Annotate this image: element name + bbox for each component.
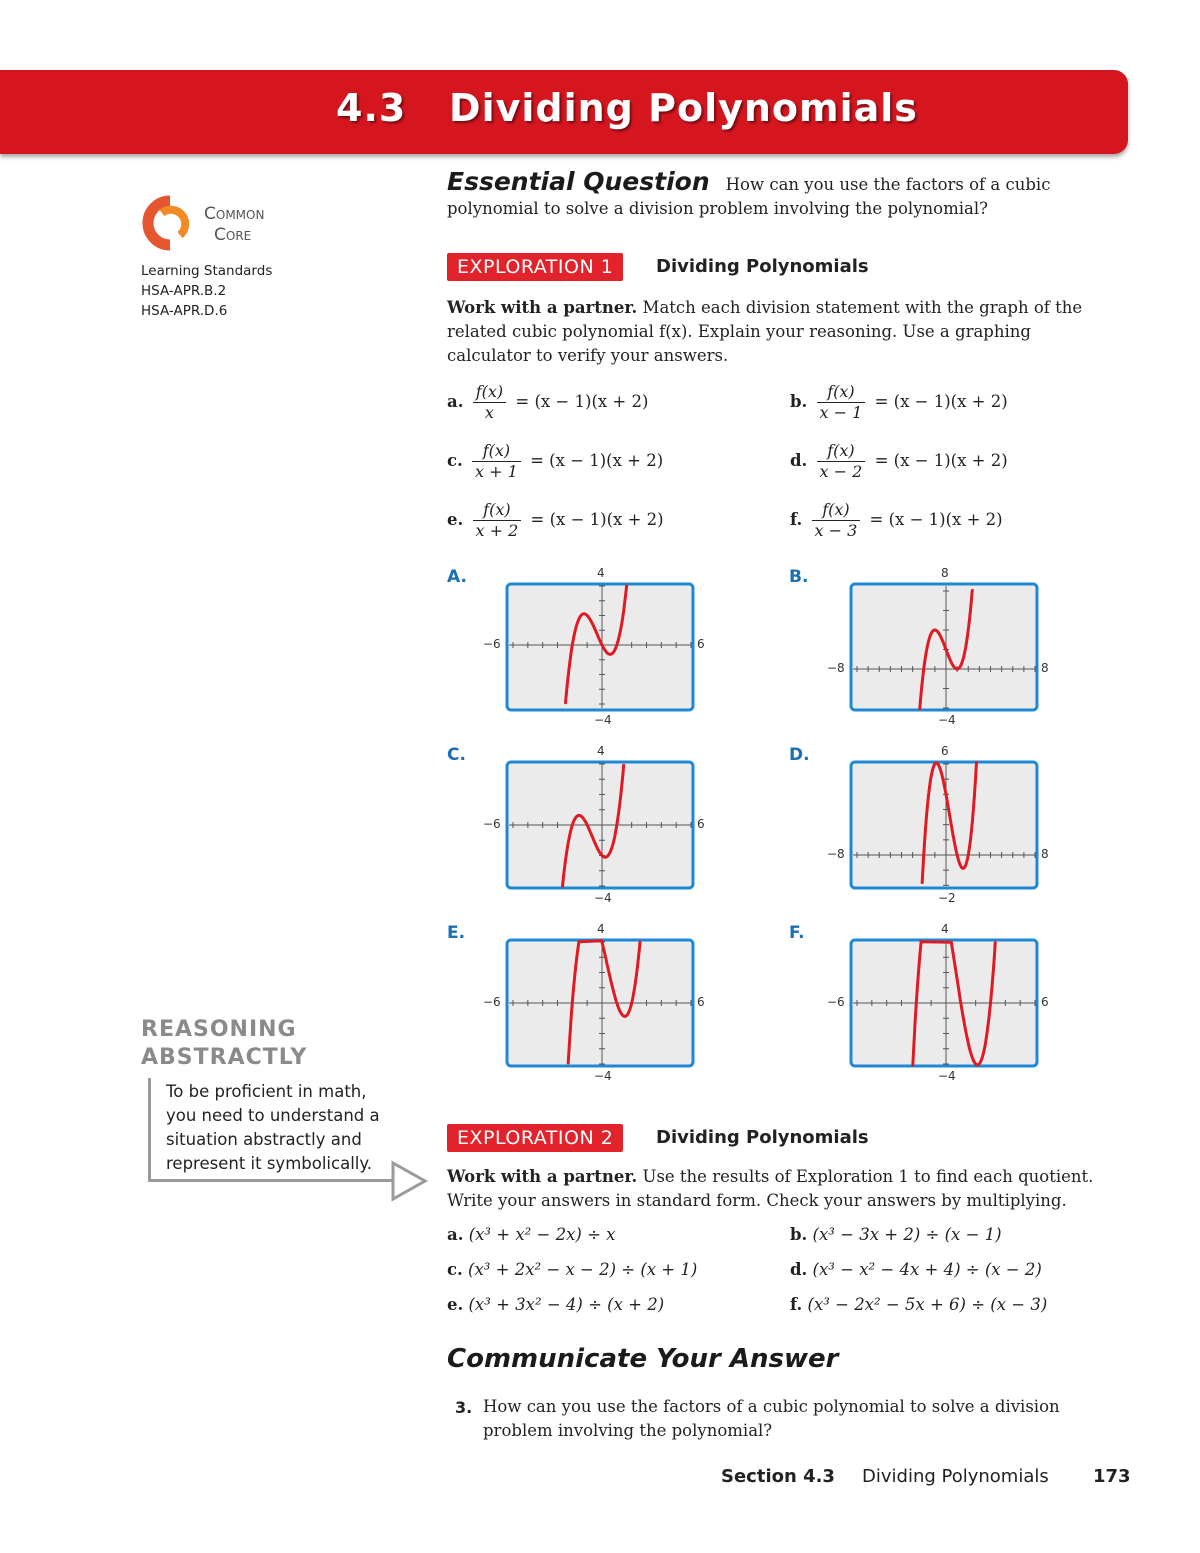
essential-question-text: How can you use the factors of a cubic polynomial to solve a division problem involving the polynomial? [447, 175, 1051, 218]
reasoning-text: To be proficient in math, you need to understand a situation abstractly and represent it symbolically. [166, 1082, 380, 1173]
reasoning-title-line: ABSTRACTLY [141, 1045, 308, 1070]
reasoning-border-left [148, 1078, 151, 1182]
numerator: f(x) [817, 441, 866, 462]
rhs: = (x − 1)(x + 2) [869, 510, 1003, 529]
standards-heading: Learning Standards [141, 263, 273, 279]
x-min-label: −8 [827, 661, 845, 675]
item-label: f. [790, 510, 803, 529]
reasoning-border-bottom [148, 1179, 394, 1182]
numerator: f(x) [473, 500, 522, 521]
page-number: 173 [1093, 1466, 1131, 1487]
graph-label: E. [447, 923, 466, 943]
x-max-label: 8 [1041, 661, 1049, 675]
exploration-2-title: Dividing Polynomials [656, 1127, 869, 1148]
equation-b [790, 382, 1008, 423]
equation-d [790, 441, 1008, 482]
exploration-1-instructions [447, 296, 1112, 368]
communicate-question: How can you use the factors of a cubic polynomial to solve a division problem involving the polynomial? [483, 1397, 1060, 1440]
reasoning-title [141, 1016, 307, 1072]
exploration-1-title: Dividing Polynomials [656, 256, 869, 277]
item-label: b. [790, 392, 808, 411]
x-min-label: −6 [483, 995, 501, 1009]
quotient-d [790, 1260, 1042, 1279]
numerator: f(x) [473, 382, 506, 403]
item-label: a. [447, 392, 464, 411]
x-min-label: −6 [483, 637, 501, 651]
denominator: x [484, 403, 494, 422]
denominator: x + 1 [475, 462, 518, 481]
equation-e [447, 500, 664, 541]
quotient-a [447, 1225, 615, 1244]
equation-f [790, 500, 1003, 541]
denominator: x + 2 [475, 521, 519, 540]
graph-label: F. [789, 923, 805, 943]
graph-label: C. [447, 745, 466, 765]
x-max-label: 6 [1041, 995, 1049, 1009]
graph-label: D. [789, 745, 810, 765]
x-max-label: 6 [697, 817, 705, 831]
logo-text-common: Common [204, 204, 265, 224]
lead-text: Use the results of Exploration 1 to find each quotient. Write your answers in standard form. Check your answers by multiplying. [447, 1167, 1094, 1210]
item-label: c. [447, 451, 463, 470]
quotient-e [447, 1295, 664, 1314]
item-label: e. [447, 510, 464, 529]
common-core-logo-icon [140, 195, 200, 251]
graph-label: A. [447, 567, 467, 587]
y-max-label: 4 [597, 922, 605, 936]
lead-bold: Work with a partner. [447, 1167, 638, 1186]
numerator: f(x) [817, 382, 866, 403]
quotient-f [790, 1295, 1047, 1314]
graph-panel [849, 938, 1039, 1068]
graph-label: B. [789, 567, 809, 587]
expression: (x³ − 2x² − 5x + 6) ÷ (x − 3) [807, 1295, 1048, 1314]
rhs: = (x − 1)(x + 2) [874, 392, 1008, 411]
item-label: a. [447, 1225, 464, 1244]
expression: (x³ + 2x² − x − 2) ÷ (x + 1) [468, 1260, 698, 1279]
expression: (x³ + 3x² − 4) ÷ (x + 2) [468, 1295, 665, 1314]
item-label: e. [447, 1295, 464, 1314]
standard-item: HSA-APR.B.2 [141, 283, 227, 299]
y-min-label: −4 [594, 1069, 612, 1083]
rhs: = (x − 1)(x + 2) [515, 392, 649, 411]
x-max-label: 8 [1041, 847, 1049, 861]
rhs: = (x − 1)(x + 2) [530, 510, 664, 529]
x-min-label: −8 [827, 847, 845, 861]
numerator: f(x) [472, 441, 521, 462]
quotient-b [790, 1225, 1002, 1244]
quotient-c [447, 1260, 697, 1279]
footer-title: Dividing Polynomials [862, 1466, 1049, 1487]
section-title: Dividing Polynomials [449, 86, 918, 130]
communicate-heading: Communicate Your Answer [447, 1344, 839, 1374]
y-max-label: 4 [941, 922, 949, 936]
essential-question [447, 167, 1127, 221]
item-label: c. [447, 1260, 463, 1279]
lead-text: Match each division statement with the graph of the related cubic polynomial f(x). Explain your reasoning. Use a graphing calculator to verify your answers. [447, 298, 1083, 365]
y-min-label: −4 [938, 713, 956, 727]
expression: (x³ − x² − 4x + 4) ÷ (x − 2) [812, 1260, 1042, 1279]
numerator: f(x) [812, 500, 861, 521]
graph-panel [849, 760, 1039, 890]
expression: (x³ + x² − 2x) ÷ x [468, 1225, 616, 1244]
item-label: d. [790, 1260, 808, 1279]
denominator: x − 1 [819, 403, 863, 422]
expression: (x³ − 3x + 2) ÷ (x − 1) [812, 1225, 1002, 1244]
denominator: x − 3 [814, 521, 858, 540]
reasoning-title-line: REASONING [141, 1017, 297, 1042]
page-title [336, 86, 918, 130]
essential-question-heading: Essential Question [447, 167, 710, 196]
standard-item: HSA-APR.D.6 [141, 303, 228, 319]
y-min-label: −4 [594, 713, 612, 727]
graph-panel [505, 760, 695, 890]
item-label: f. [790, 1295, 803, 1314]
x-min-label: −6 [827, 995, 845, 1009]
graph-panel [505, 938, 695, 1068]
rhs: = (x − 1)(x + 2) [874, 451, 1008, 470]
question-number: 3. [455, 1398, 473, 1417]
equation-a [447, 382, 648, 423]
exploration-1-badge: EXPLORATION 1 [447, 253, 623, 281]
y-min-label: −2 [938, 891, 956, 905]
x-min-label: −6 [483, 817, 501, 831]
y-min-label: −4 [594, 891, 612, 905]
denominator: x − 2 [819, 462, 863, 481]
y-max-label: 8 [941, 566, 949, 580]
item-label: b. [790, 1225, 808, 1244]
footer-section: Section 4.3 [721, 1466, 835, 1487]
logo-text-core: Core [214, 225, 252, 245]
y-max-label: 6 [941, 744, 949, 758]
learning-standards [141, 261, 272, 321]
lead-bold: Work with a partner. [447, 298, 638, 317]
graph-panel [849, 582, 1039, 712]
y-max-label: 4 [597, 566, 605, 580]
exploration-2-instructions [447, 1165, 1112, 1213]
equation-c [447, 441, 663, 482]
graph-panel [505, 582, 695, 712]
y-min-label: −4 [938, 1069, 956, 1083]
rhs: = (x − 1)(x + 2) [530, 451, 664, 470]
x-max-label: 6 [697, 637, 705, 651]
y-max-label: 4 [597, 744, 605, 758]
section-number: 4.3 [336, 86, 407, 130]
x-max-label: 6 [697, 995, 705, 1009]
item-label: d. [790, 451, 808, 470]
exploration-2-badge: EXPLORATION 2 [447, 1124, 623, 1152]
